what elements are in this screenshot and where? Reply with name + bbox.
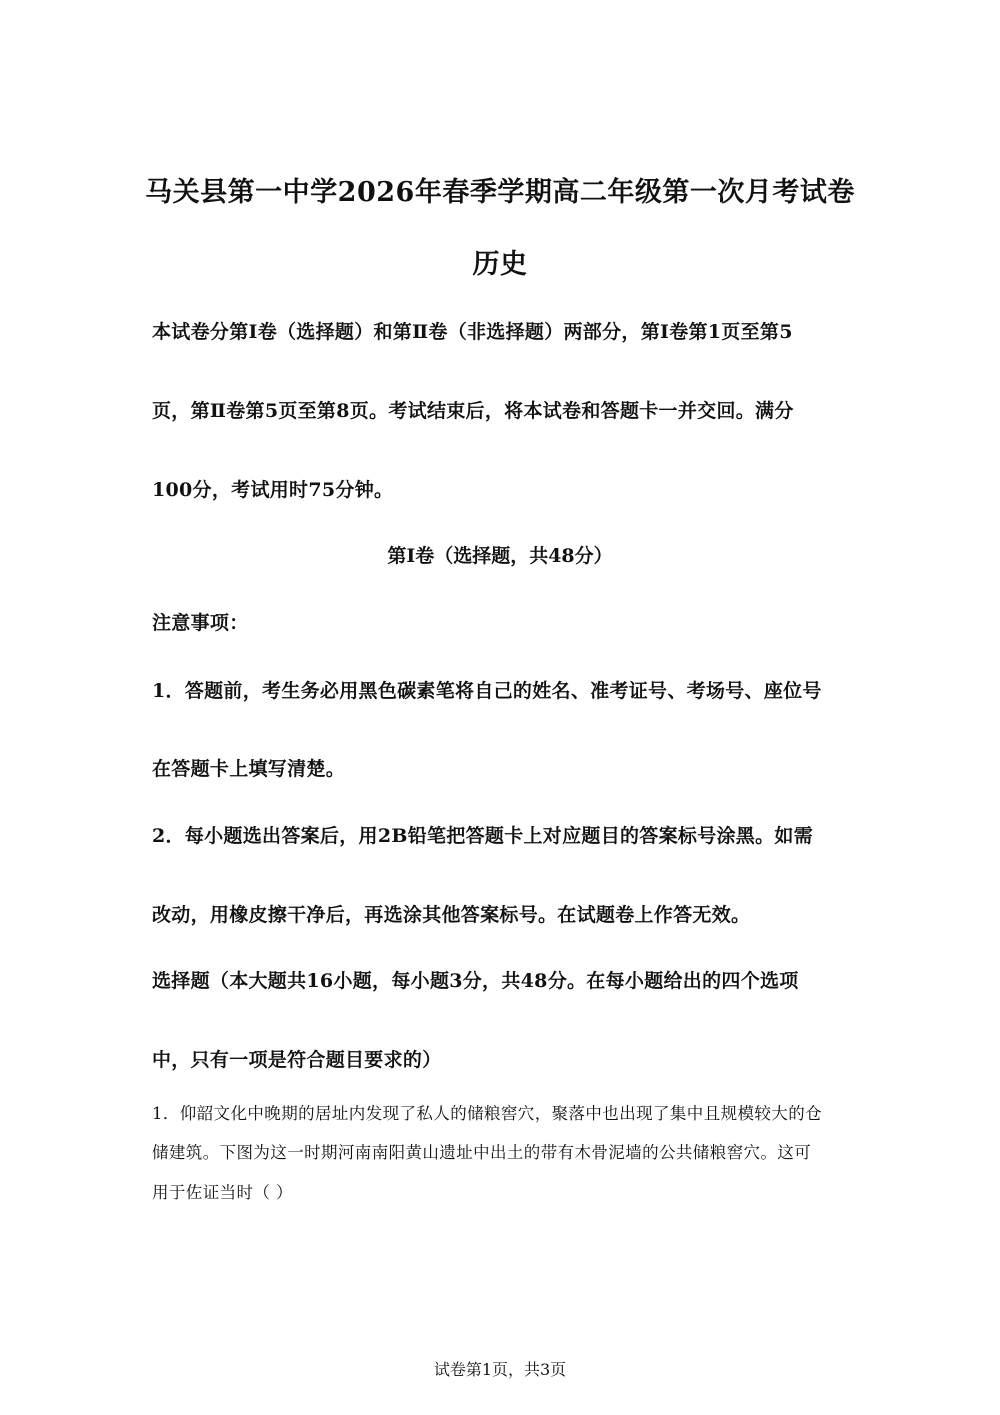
- notes-heading: 注意事项：: [152, 612, 249, 634]
- intro-line-2: 页，第Ⅱ卷第5页至第8页。考试结束后，将本试卷和答题卡一并交回。满分: [152, 400, 794, 422]
- page-footer: 试卷第1页，共3页: [433, 1360, 567, 1379]
- exam-title: 马关县第一中学2026年春季学期高二年级第一次月考试卷: [145, 177, 855, 208]
- note-item-2-line-1: 2．每小题选出答案后，用2B铅笔把答题卡上对应题目的答案标号涂黑。如需: [152, 825, 814, 847]
- note-item-1-line-1: 1．答题前，考生务必用黑色碳素笔将自己的姓名、准考证号、考场号、座位号: [152, 680, 822, 702]
- question-1-line-2: 储建筑。下图为这一时期河南南阳黄山遗址中出土的带有木骨泥墙的公共储粮窖穴。这可: [152, 1143, 812, 1162]
- question-1-line-1: 1．仰韶文化中晚期的居址内发现了私人的储粮窖穴，聚落中也出现了集中且规模较大的仓: [152, 1104, 822, 1123]
- subject-title: 历史: [472, 249, 528, 280]
- section-line-2: 中，只有一项是符合题目要求的）: [152, 1049, 442, 1071]
- section-line-1: 选择题（本大题共16小题，每小题3分，共48分。在每小题给出的四个选项: [152, 970, 799, 992]
- part1-heading: 第Ⅰ卷（选择题，共48分）: [387, 545, 613, 567]
- note-item-2-line-2: 改动，用橡皮擦干净后，再选涂其他答案标号。在试题卷上作答无效。: [152, 904, 751, 926]
- note-item-1-line-2: 在答题卡上填写清楚。: [152, 758, 346, 780]
- intro-line-3: 100分，考试用时75分钟。: [152, 479, 394, 501]
- question-1-line-3: 用于佐证当时（ ）: [152, 1183, 293, 1202]
- intro-line-1: 本试卷分第Ⅰ卷（选择题）和第Ⅱ卷（非选择题）两部分，第Ⅰ卷第1页至第5: [152, 321, 793, 343]
